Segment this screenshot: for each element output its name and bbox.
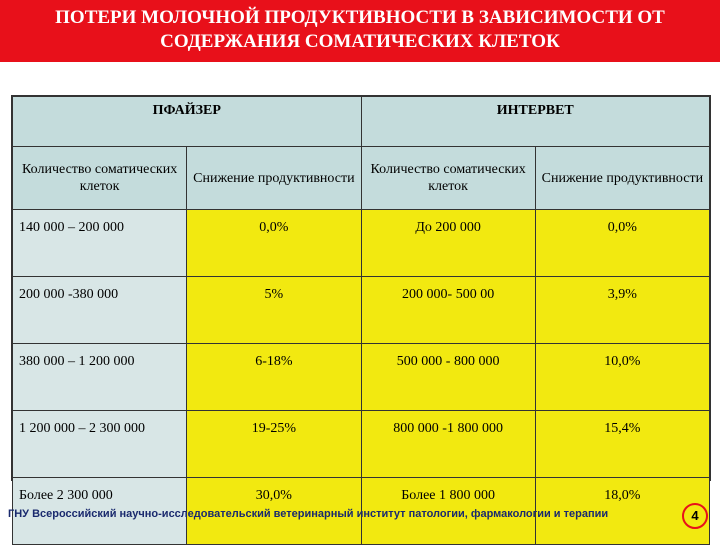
table-cell: 0,0% xyxy=(187,210,361,277)
table-cell: 10,0% xyxy=(535,344,709,411)
title-line-2: СОДЕРЖАНИЯ СОМАТИЧЕСКИХ КЛЕТОК xyxy=(160,31,560,52)
table-cell: 3,9% xyxy=(535,277,709,344)
group-header-pfizer: ПФАЙЗЕР xyxy=(13,97,362,147)
table-row xyxy=(13,411,710,478)
group-header-intervet: ИНТЕРВЕТ xyxy=(361,97,710,147)
column-header: Количество соматических клеток xyxy=(361,147,535,210)
table-cell: 1 200 000 – 2 300 000 xyxy=(13,411,187,478)
column-header: Снижение продуктивности xyxy=(535,147,709,210)
slide-title xyxy=(0,0,720,62)
table-cell: 800 000 -1 800 000 xyxy=(361,411,535,478)
table-cell: 140 000 – 200 000 xyxy=(13,210,187,277)
table-cell: 200 000- 500 00 xyxy=(361,277,535,344)
title-line-1: ПОТЕРИ МОЛОЧНОЙ ПРОДУКТИВНОСТИ В ЗАВИСИМОСТИ ОТ xyxy=(55,7,665,28)
institute-footer: ГНУ Всероссийский научно-исследовательский ветеринарный институт патологии, фармакологии и терапии xyxy=(8,508,609,520)
table-cell: 19-25% xyxy=(187,411,361,478)
table-cell: Более 1 800 000 xyxy=(361,478,535,545)
table-cell: 200 000 -380 000 xyxy=(13,277,187,344)
page-number-badge: 4 xyxy=(682,503,708,529)
table-cell: 6-18% xyxy=(187,344,361,411)
table-cell: 18,0% xyxy=(535,478,709,545)
table-row xyxy=(13,344,710,411)
table-cell: 15,4% xyxy=(535,411,709,478)
column-header-row xyxy=(13,147,710,210)
table-row xyxy=(13,210,710,277)
column-header: Снижение продуктивности xyxy=(187,147,361,210)
column-header: Количество соматических клеток xyxy=(13,147,187,210)
table-cell: Более 2 300 000 xyxy=(13,478,187,545)
comparison-table xyxy=(11,95,711,503)
table-cell: 30,0% xyxy=(187,478,361,545)
table-cell: До 200 000 xyxy=(361,210,535,277)
table-cell: 500 000 - 800 000 xyxy=(361,344,535,411)
group-header-row xyxy=(13,97,710,147)
table-cell: 380 000 – 1 200 000 xyxy=(13,344,187,411)
table-cell: 5% xyxy=(187,277,361,344)
table-row xyxy=(13,277,710,344)
table-cell: 0,0% xyxy=(535,210,709,277)
